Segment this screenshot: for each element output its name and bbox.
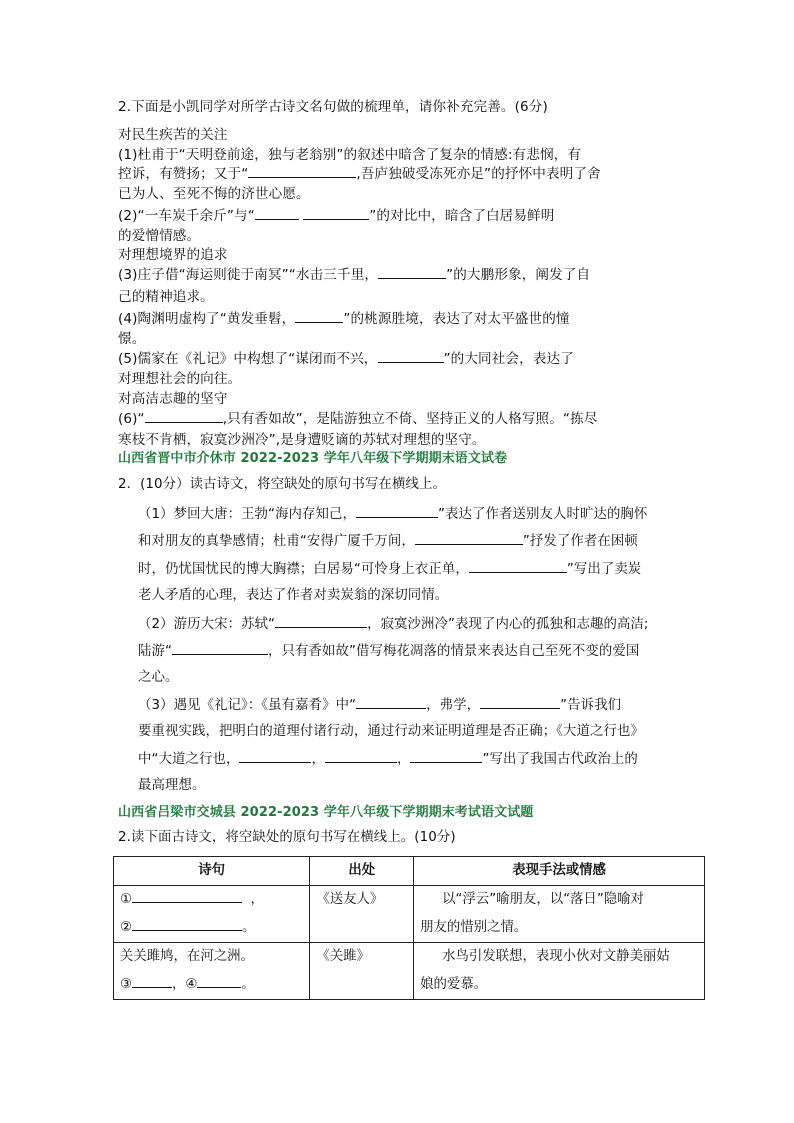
answer-blank[interactable] [469,560,567,573]
answer-blank[interactable] [255,207,299,220]
poem-cell: ① ， ② 。 [114,886,310,943]
text-line: （2）游历大宋：苏轼“ ，寂寞沙洲冷”表现了内心的孤独和志趣的高洁; [138,617,649,632]
answer-blank[interactable] [132,890,242,903]
question-title: 2．(10分）读古诗文，将空缺处的原句书写在横线上。 [118,477,446,492]
text-line: 寒枝不肯栖，寂寞沙洲冷”,是身遭贬谪的苏轼对理想的坚守。 [118,432,486,448]
table-header-row [114,857,705,886]
subheading: 对理想境界的追求 [118,247,228,263]
text-line: (1)杜甫于“天明登前途，独与老翁别”的叙述中暗含了复杂的情感:有悲悯，有 [118,147,582,163]
text-line: 己的精神追求。 [118,289,214,305]
text-line: 中“大道之行也， ， ， ”写出了我国古代政治上的 [138,752,638,767]
text-line: (2)“一车炭千余斤”与“ ”的对比中，暗含了白居易鲜明 [118,208,555,224]
column-header: 表现手法或情感 [414,857,705,886]
subheading: 对民生疾苦的关注 [118,127,228,143]
question-title: 2.下面是小凯同学对所学古诗文名句做的梳理单，请你补充完善。(6分) [118,99,548,115]
technique-cell: 水鸟引发联想，表现小伙对文静美丽姑 娘的爱慕。 [414,943,705,1000]
poem-cell: 关关雎鸠，在河之洲。 ③ ，④ 。 [114,943,310,1000]
answer-blank[interactable] [295,310,343,323]
text-line: 已为人、至死不悔的济世心愿。 [118,186,310,202]
answer-blank[interactable] [172,642,268,655]
answer-blank[interactable] [275,615,367,628]
answer-blank[interactable] [248,165,356,178]
text-line: 要重视实践，把明白的道理付诸行动，通过行动来证明道理是否正确；《大道之行也》 [138,724,644,739]
text-line: 憬。 [118,331,146,347]
answer-blank[interactable] [410,750,482,763]
source-cell: 《送友人》 [310,886,414,943]
answer-blank[interactable] [197,975,241,988]
text-line: （1）梦回大唐：王勃“海内存知己， ”表达了作者送别友人时旷达的胸怀 [138,507,648,522]
text-line: 控诉，有赞扬；又于“ ,吾庐独破受冻死亦足”的抒怀中表明了舍 [118,166,601,182]
technique-cell: 以“浮云”喻朋友，以“落日”隐喻对 朋友的惜别之情。 [414,886,705,943]
answer-blank[interactable] [239,750,311,763]
text-line: (6)“ ,只有香如故”，是陆游独立不倚、坚持正义的人格写照。“拣尽 [118,411,598,427]
text-line: 时，仍忧国忧民的博大胸襟；白居易“可怜身上衣正单， ”写出了卖炭 [138,562,642,577]
answer-blank[interactable] [415,532,523,545]
answer-blank[interactable] [356,696,426,709]
table-row [114,886,705,943]
text-line: 最高理想。 [138,778,206,793]
table-row [114,943,705,1000]
answer-blank[interactable] [378,350,444,363]
exam-source-heading: 山西省吕梁市交城县 2022-2023 学年八年级下学期期末考试语文试题 [118,805,534,820]
text-line: 之心。 [138,670,179,685]
text-line: 老人矛盾的心理，表达了作者对卖炭翁的深切同情。 [138,588,449,603]
poetry-table [113,856,705,1000]
exam-source-heading: 山西省晋中市介休市 2022-2023 学年八年级下学期期末语文试卷 [118,451,508,466]
text-line: 的爱憎情感。 [118,228,201,244]
subheading: 对高洁志趣的坚守 [118,391,228,407]
column-header: 出处 [310,857,414,886]
answer-blank[interactable] [356,505,438,518]
answer-blank[interactable] [325,750,397,763]
answer-blank[interactable] [145,410,223,423]
text-line: 和对朋友的真挚感情；杜甫“安得广厦千万间， ”抒发了作者在困顿 [138,534,638,549]
question-title: 2.读下面古诗文，将空缺处的原句书写在横线上。(10分) [118,830,456,845]
text-line: （3）遇见《礼记》：《虽有嘉肴》中“ ，弗学， ”告诉我们 [138,698,622,713]
text-line: 陆游“ ，只有香如故”借写梅花凋落的情景来表达自己至死不变的爱国 [138,644,640,659]
answer-blank[interactable] [132,975,172,988]
text-line: (4)陶渊明虚构了“黄发垂髫， ”的桃源胜境，表达了对太平盛世的憧 [118,311,570,327]
answer-blank[interactable] [303,207,369,220]
answer-blank[interactable] [480,696,560,709]
text-line: 对理想社会的向往。 [118,371,242,387]
answer-blank[interactable] [378,266,446,279]
text-line: (5)儒家在《礼记》中构想了“谋闭而不兴， ”的大同社会，表达了 [118,351,574,367]
answer-blank[interactable] [132,918,242,931]
text-line: (3)庄子借“海运则徙于南冥”“水击三千里， ”的大鹏形象，阐发了自 [118,267,591,283]
column-header: 诗句 [114,857,310,886]
source-cell: 《关雎》 [310,943,414,1000]
